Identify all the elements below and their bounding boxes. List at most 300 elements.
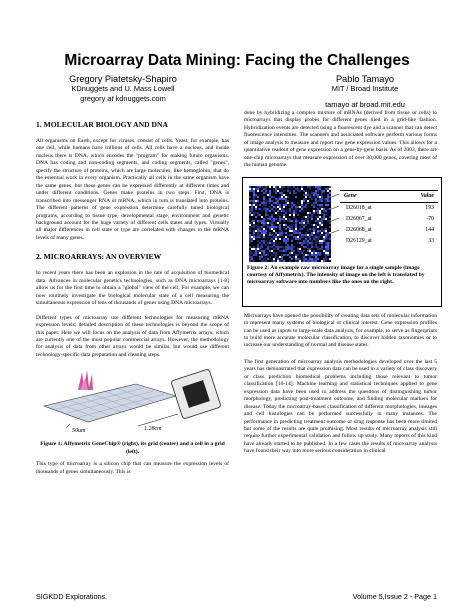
microarray-spot xyxy=(263,222,265,224)
microarray-spot xyxy=(321,228,323,230)
microarray-spot xyxy=(269,256,271,258)
microarray-spot xyxy=(251,206,253,208)
author-name: Gregory Piatetsky-Shapiro xyxy=(69,74,177,84)
microarray-spot xyxy=(279,232,281,234)
microarray-spot xyxy=(249,242,251,244)
microarray-spot xyxy=(295,220,297,222)
microarray-spot xyxy=(263,252,265,254)
microarray-spot xyxy=(253,196,255,198)
microarray-spot xyxy=(307,192,309,194)
microarray-spot xyxy=(249,218,251,220)
microarray-spot xyxy=(251,204,253,206)
microarray-spot xyxy=(269,226,271,228)
microarray-spot xyxy=(303,254,305,256)
microarray-spot xyxy=(283,210,285,212)
microarray-spot xyxy=(317,218,319,220)
microarray-spot xyxy=(323,236,325,238)
microarray-spot xyxy=(249,204,251,206)
microarray-spot xyxy=(251,210,253,212)
microarray-spot xyxy=(265,208,267,210)
microarray-spot xyxy=(319,212,321,214)
microarray-spot xyxy=(263,200,265,202)
microarray-spot xyxy=(255,236,257,238)
microarray-spot xyxy=(323,228,325,230)
microarray-spot xyxy=(249,200,251,202)
microarray-spot xyxy=(249,240,251,242)
microarray-spot xyxy=(269,232,271,234)
microarray-spot xyxy=(267,248,269,250)
microarray-spot xyxy=(259,226,261,228)
microarray-spot xyxy=(327,252,329,254)
microarray-spot xyxy=(287,196,289,198)
microarray-spot xyxy=(323,210,325,212)
microarray-spot xyxy=(287,186,289,188)
microarray-spot xyxy=(319,220,321,222)
microarray-spot xyxy=(249,238,251,240)
microarray-spot xyxy=(315,190,317,192)
microarray-spot xyxy=(265,228,267,230)
microarray-spot xyxy=(257,214,259,216)
microarray-spot xyxy=(267,200,269,202)
microarray-spot xyxy=(275,240,277,242)
microarray-spot xyxy=(297,188,299,190)
microarray-spot xyxy=(293,250,295,252)
microarray-spot xyxy=(249,256,251,258)
microarray-spot xyxy=(265,204,267,206)
microarray-spot xyxy=(277,220,279,222)
microarray-spot xyxy=(273,220,275,222)
microarray-spot xyxy=(265,190,267,192)
microarray-spot xyxy=(303,258,305,260)
microarray-spot xyxy=(329,248,331,250)
microarray-spot xyxy=(285,218,287,220)
microarray-spot xyxy=(283,206,285,208)
microarray-spot xyxy=(259,204,261,206)
microarray-spot xyxy=(263,234,265,236)
microarray-spot xyxy=(311,234,313,236)
microarray-spot xyxy=(309,242,311,244)
microarray-spot xyxy=(289,228,291,230)
microarray-spot xyxy=(285,240,287,242)
microarray-spot xyxy=(291,226,293,228)
figure-1-caption: Figure 1: Affymetrix GeneChip® (right), its grid (center) and a cell in a grid (left). xyxy=(40,441,225,455)
microarray-spot xyxy=(273,190,275,192)
microarray-spot xyxy=(263,240,265,242)
microarray-spot xyxy=(287,248,289,250)
microarray-spot xyxy=(311,198,313,200)
microarray-spot xyxy=(263,228,265,230)
author-affiliation: KDnuggets and U. Mass Lowell xyxy=(71,84,175,93)
microarray-spot xyxy=(281,218,283,220)
microarray-spot xyxy=(271,250,273,252)
microarray-spot xyxy=(253,248,255,250)
microarray-spot xyxy=(297,186,299,188)
microarray-spot xyxy=(303,246,305,248)
microarray-spot xyxy=(281,210,283,212)
microarray-spot xyxy=(259,258,261,260)
microarray-spot xyxy=(249,212,251,214)
microarray-spot xyxy=(309,256,311,258)
microarray-spot xyxy=(311,224,313,226)
microarray-spot xyxy=(313,192,315,194)
microarray-spot xyxy=(279,230,281,232)
microarray-spot xyxy=(301,252,303,254)
microarray-spot xyxy=(299,228,301,230)
microarray-spot xyxy=(319,252,321,254)
microarray-spot xyxy=(297,232,299,234)
microarray-spot xyxy=(279,226,281,228)
microarray-spot xyxy=(293,212,295,214)
microarray-spot xyxy=(271,224,273,226)
microarray-spot xyxy=(287,200,289,202)
author-block-right xyxy=(270,74,460,110)
microarray-spot xyxy=(309,236,311,238)
microarray-spot xyxy=(289,252,291,254)
microarray-spot xyxy=(261,250,263,252)
microarray-spot xyxy=(313,254,315,256)
microarray-spot xyxy=(275,200,277,202)
microarray-spot xyxy=(309,194,311,196)
microarray-spot xyxy=(293,204,295,206)
microarray-spot xyxy=(299,210,301,212)
microarray-spot xyxy=(257,186,259,188)
microarray-spot xyxy=(303,240,305,242)
microarray-spot xyxy=(255,248,257,250)
microarray-spot xyxy=(279,208,281,210)
microarray-spot xyxy=(257,248,259,250)
microarray-spot xyxy=(257,208,259,210)
microarray-spot xyxy=(261,210,263,212)
microarray-spot xyxy=(321,190,323,192)
microarray-spot xyxy=(253,190,255,192)
microarray-spot xyxy=(283,216,285,218)
microarray-spot xyxy=(271,222,273,224)
microarray-spot xyxy=(307,250,309,252)
microarray-spot xyxy=(297,260,299,262)
microarray-image xyxy=(249,186,331,262)
microarray-spot xyxy=(307,220,309,222)
microarray-spot xyxy=(275,222,277,224)
author-email: tamayo at broad.mit.edu xyxy=(325,100,405,109)
microarray-spot xyxy=(311,192,313,194)
microarray-spot xyxy=(275,192,277,194)
microarray-spot xyxy=(269,250,271,252)
microarray-spot xyxy=(311,242,313,244)
microarray-spot xyxy=(253,230,255,232)
microarray-spot xyxy=(301,206,303,208)
microarray-spot xyxy=(283,186,285,188)
microarray-spot xyxy=(253,200,255,202)
microarray-spot xyxy=(293,214,295,216)
microarray-spot xyxy=(309,248,311,250)
label-50um: 50um xyxy=(72,428,86,435)
microarray-spot xyxy=(291,246,293,248)
microarray-spot xyxy=(275,254,277,256)
microarray-spot xyxy=(273,244,275,246)
microarray-spot xyxy=(325,188,327,190)
microarray-spot xyxy=(301,188,303,190)
microarray-spot xyxy=(275,236,277,238)
microarray-spot xyxy=(311,252,313,254)
microarray-spot xyxy=(263,220,265,222)
microarray-spot xyxy=(321,224,323,226)
microarray-spot xyxy=(267,234,269,236)
microarray-spot xyxy=(317,248,319,250)
microarray-spot xyxy=(293,210,295,212)
microarray-spot xyxy=(277,206,279,208)
value-column-header: Value xyxy=(420,192,434,199)
microarray-spot xyxy=(273,252,275,254)
microarray-spot xyxy=(281,192,283,194)
microarray-spot xyxy=(283,240,285,242)
microarray-spot xyxy=(283,190,285,192)
microarray-spot xyxy=(267,222,269,224)
microarray-spot xyxy=(267,246,269,248)
microarray-spot xyxy=(281,232,283,234)
microarray-spot xyxy=(295,226,297,228)
microarray-spot xyxy=(315,210,317,212)
microarray-spot xyxy=(265,260,267,262)
microarray-spot xyxy=(321,206,323,208)
microarray-spot xyxy=(297,230,299,232)
microarray-spot xyxy=(295,228,297,230)
microarray-spot xyxy=(261,244,263,246)
microarray-spot xyxy=(285,212,287,214)
microarray-spot xyxy=(279,218,281,220)
microarray-spot xyxy=(277,248,279,250)
microarray-spot xyxy=(303,234,305,236)
microarray-spot xyxy=(273,240,275,242)
microarray-spot xyxy=(253,204,255,206)
microarray-spot xyxy=(271,234,273,236)
microarray-spot xyxy=(257,250,259,252)
microarray-spot xyxy=(269,210,271,212)
microarray-spot xyxy=(249,230,251,232)
microarray-spot xyxy=(281,254,283,256)
microarray-spot xyxy=(271,226,273,228)
microarray-spot xyxy=(309,196,311,198)
microarray-spot xyxy=(315,192,317,194)
microarray-spot xyxy=(281,198,283,200)
microarray-spot xyxy=(257,240,259,242)
microarray-spot xyxy=(315,238,317,240)
microarray-spot xyxy=(279,234,281,236)
microarray-spot xyxy=(271,220,273,222)
microarray-spot xyxy=(261,246,263,248)
microarray-spot xyxy=(301,260,303,262)
microarray-spot xyxy=(291,204,293,206)
microarray-spot xyxy=(319,198,321,200)
microarray-spot xyxy=(259,252,261,254)
microarray-spot xyxy=(273,248,275,250)
microarray-spot xyxy=(277,200,279,202)
microarray-spot xyxy=(251,226,253,228)
microarray-spot xyxy=(305,216,307,218)
microarray-spot xyxy=(263,206,265,208)
microarray-spot xyxy=(265,218,267,220)
microarray-spot xyxy=(299,258,301,260)
microarray-spot xyxy=(311,246,313,248)
microarray-spot xyxy=(255,250,257,252)
microarray-spot xyxy=(321,192,323,194)
microarray-spot xyxy=(249,234,251,236)
microarray-spot xyxy=(297,236,299,238)
microarray-spot xyxy=(267,258,269,260)
microarray-spot xyxy=(325,260,327,262)
microarray-spot xyxy=(289,256,291,258)
microarray-spot xyxy=(281,250,283,252)
microarray-spot xyxy=(251,260,253,262)
microarray-spot xyxy=(315,254,317,256)
microarray-spot xyxy=(305,204,307,206)
microarray-spot xyxy=(281,188,283,190)
microarray-spot xyxy=(323,216,325,218)
microarray-spot xyxy=(315,202,317,204)
microarray-spot xyxy=(259,236,261,238)
microarray-spot xyxy=(277,260,279,262)
microarray-spot xyxy=(287,254,289,256)
microarray-spot xyxy=(279,216,281,218)
microarray-spot xyxy=(289,186,291,188)
microarray-spot xyxy=(301,200,303,202)
microarray-spot xyxy=(301,210,303,212)
microarray-spot xyxy=(313,204,315,206)
microarray-spot xyxy=(309,212,311,214)
microarray-spot xyxy=(273,242,275,244)
microarray-spot xyxy=(311,254,313,256)
microarray-spot xyxy=(253,192,255,194)
microarray-spot xyxy=(291,224,293,226)
paragraph: This type of microarray is a silicon chip that can measure the expression levels of thousands of genes simultaneously. This is xyxy=(36,461,229,475)
microarray-spot xyxy=(275,218,277,220)
microarray-spot xyxy=(283,218,285,220)
microarray-spot xyxy=(271,196,273,198)
microarray-spot xyxy=(285,236,287,238)
microarray-spot xyxy=(259,186,261,188)
microarray-spot xyxy=(287,202,289,204)
microarray-spot xyxy=(279,186,281,188)
microarray-spot xyxy=(321,218,323,220)
microarray-spot xyxy=(275,186,277,188)
microarray-spot xyxy=(253,238,255,240)
microarray-spot xyxy=(283,238,285,240)
microarray-spot xyxy=(301,218,303,220)
microarray-spot xyxy=(255,230,257,232)
microarray-spot xyxy=(315,226,317,228)
microarray-spot xyxy=(255,216,257,218)
microarray-spot xyxy=(321,198,323,200)
microarray-spot xyxy=(307,194,309,196)
microarray-spot xyxy=(281,208,283,210)
microarray-spot xyxy=(291,208,293,210)
microarray-spot xyxy=(313,206,315,208)
microarray-spot xyxy=(295,192,297,194)
microarray-spot xyxy=(299,190,301,192)
microarray-spot xyxy=(297,254,299,256)
microarray-spot xyxy=(319,248,321,250)
microarray-spot xyxy=(255,202,257,204)
microarray-spot xyxy=(291,220,293,222)
microarray-spot xyxy=(249,188,251,190)
microarray-spot xyxy=(287,190,289,192)
microarray-spot xyxy=(271,228,273,230)
microarray-spot xyxy=(257,190,259,192)
microarray-spot xyxy=(321,242,323,244)
microarray-spot xyxy=(261,186,263,188)
microarray-spot xyxy=(325,242,327,244)
microarray-spot xyxy=(293,186,295,188)
microarray-spot xyxy=(315,252,317,254)
microarray-spot xyxy=(317,252,319,254)
microarray-spot xyxy=(295,206,297,208)
microarray-spot xyxy=(327,188,329,190)
microarray-spot xyxy=(313,212,315,214)
microarray-spot xyxy=(281,196,283,198)
microarray-spot xyxy=(261,236,263,238)
microarray-spot xyxy=(313,194,315,196)
footer-right: Volume 5,Issue 2 - Page 1 xyxy=(352,592,437,601)
microarray-spot xyxy=(257,244,259,246)
microarray-spot xyxy=(267,210,269,212)
microarray-spot xyxy=(253,254,255,256)
microarray-spot xyxy=(317,220,319,222)
microarray-spot xyxy=(273,226,275,228)
microarray-spot xyxy=(249,186,251,188)
microarray-spot xyxy=(317,212,319,214)
microarray-spot xyxy=(277,236,279,238)
microarray-spot xyxy=(281,246,283,248)
microarray-spot xyxy=(309,234,311,236)
microarray-spot xyxy=(297,202,299,204)
microarray-spot xyxy=(321,230,323,232)
microarray-spot xyxy=(329,244,331,246)
microarray-spot xyxy=(299,206,301,208)
microarray-spot xyxy=(301,220,303,222)
microarray-spot xyxy=(301,242,303,244)
microarray-spot xyxy=(321,240,323,242)
microarray-spot xyxy=(275,212,277,214)
microarray-spot xyxy=(279,260,281,262)
microarray-spot xyxy=(325,250,327,252)
microarray-spot xyxy=(299,226,301,228)
microarray-pixels xyxy=(249,186,331,262)
microarray-spot xyxy=(285,248,287,250)
microarray-spot xyxy=(283,226,285,228)
microarray-spot xyxy=(289,210,291,212)
microarray-spot xyxy=(299,200,301,202)
microarray-spot xyxy=(297,206,299,208)
microarray-spot xyxy=(303,236,305,238)
microarray-spot xyxy=(309,238,311,240)
microarray-spot xyxy=(307,244,309,246)
microarray-spot xyxy=(307,214,309,216)
microarray-spot xyxy=(261,202,263,204)
microarray-spot xyxy=(311,232,313,234)
microarray-spot xyxy=(317,238,319,240)
microarray-spot xyxy=(293,192,295,194)
microarray-spot xyxy=(323,260,325,262)
microarray-spot xyxy=(273,230,275,232)
microarray-spot xyxy=(293,224,295,226)
microarray-spot xyxy=(315,236,317,238)
microarray-spot xyxy=(289,260,291,262)
microarray-spot xyxy=(261,240,263,242)
microarray-spot xyxy=(253,220,255,222)
microarray-spot xyxy=(311,250,313,252)
microarray-spot xyxy=(257,204,259,206)
microarray-spot xyxy=(259,256,261,258)
paragraph: The first generation of microarray analysis methodologies developed over the last 5 years has demonstrated that expression data can be used in a variety of class discovery or class prediction biomedical problems including those relevant to tumor classification [10-14]. Machine learning and statistical techniques applied to gene expression data have been used to address the questions of distinguishing tumor morphology, predicting post-treatment outcome, and finding molecular markers for disease. Today the microarray-based classification of different morphologies, lineages and cell histologies can be performed successfully in many instances. The performance in predicting treatment outcome or drug response has been more limited but some of the results are quite promising. Most results of microarray analysis still require further experimental validation and follow up study. Many reports of this kind have already started to be published. In a few cases the results of microarray analysis have found their way into more serious consideration in clinical xyxy=(244,358,437,455)
